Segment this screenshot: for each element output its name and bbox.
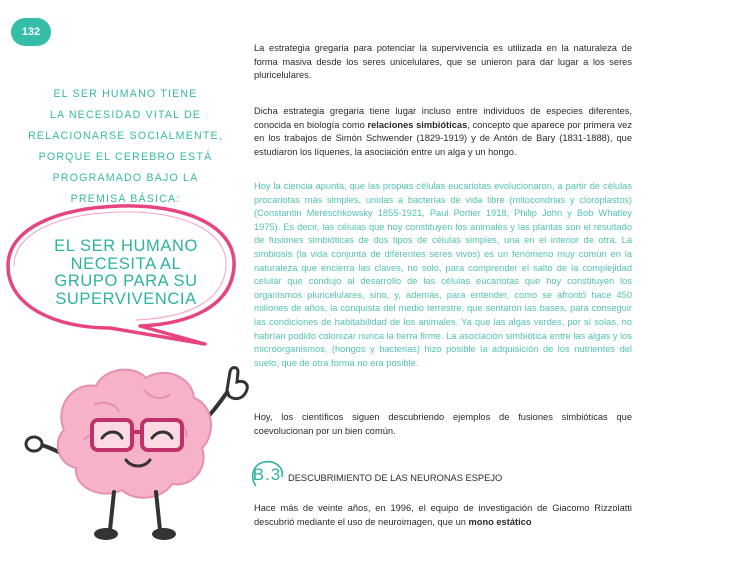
paragraph [254, 411, 632, 438]
paragraph-text: , concepto que aparece por primera vez en los trabajos de Simón Schwender (1829-1919) y de Antón de Bary (1831-1888), que estudiaron los líquenes, la asociación entre un alga y un hongo. [254, 119, 632, 157]
bubble-statement [46, 238, 206, 308]
section-circle-icon [250, 460, 284, 490]
intro-line: EL SER HUMANO TIENE [53, 88, 198, 100]
intro-line: RELACIONARSE SOCIALMENTE, [28, 130, 223, 142]
paragraph [254, 502, 632, 529]
section-title: DESCUBRIMIENTO DE LAS NEURONAS ESPEJO [288, 473, 503, 483]
page-number: 132 [21, 26, 41, 38]
bold-term: mono estático [468, 516, 532, 527]
paragraph-text: Hace más de veinte años, en 1996, el equipo de investigación de Giacomo Rizzolatti descubrió mediante el uso de neuroimagen, que un [254, 503, 632, 527]
intro-line: PORQUE EL CEREBRO ESTÁ [38, 151, 213, 163]
page-number-badge [11, 18, 51, 46]
section-heading [250, 460, 502, 490]
paragraph-text: Hoy, los científicos siguen descubriendo ejemplos de fusiones simbióticas que coevolucionan por un bien común. [254, 412, 632, 436]
paragraph-text: Hoy la ciencia apunta, que las propias células eucariotas evolucionaron, a partir de células procariotas más simples, unidas a bacterias de vida libre (mitocondrias y cloroplastos) (Constantin Mereschkowsky 1855-1921, Paul Portier 1918, Philip John y Bob Whatley 1975). Es decir, las células que hoy constituyen los animales y las plantas son el resultado de fusiones simbióticas de dos tipos de células simples, una en el interior de otra. La simbiosis (la vida conjunta de diferentes seres vivos) es un fenómeno muy común en la naturaleza que encierra las claves, no solo, para comprender el salto de la complejidad celular que condujo al desarrollo de las células eucariotas que hoy constituyen los organismos pluricelulares, sino, y, además, para entender, como se afrontó hace 450 millones de años, la conquista del medio terrestre, que sentaron las bases, para conseguir las condiciones de habitabilidad de los animales. Ya que las algas verdes, por sí solas, no habrían podido colonizar nunca la tierra firme. La asociación simbiótica entre las algas y los microorganismos, (hongos y bacterias) hizo posible la adquisición de los nutrientes del suelo, que de otra forma no era posible. [254, 181, 632, 368]
section-number-badge [250, 460, 284, 490]
bold-term: relaciones simbióticas [367, 119, 468, 130]
paragraph-text: La estrategia gregaria para potenciar la supervivencia es utilizada en la naturaleza de forma masiva desde los seres unicelulares, que se unieron para dar lugar a los seres pluricelulares. [254, 43, 632, 81]
intro-statement [28, 84, 223, 210]
intro-line: PREMISA BÁSICA: [70, 193, 181, 205]
highlighted-paragraph [254, 180, 632, 370]
intro-line: LA NECESIDAD VITAL DE [49, 109, 202, 121]
brain-character-icon [24, 360, 260, 563]
section-number: B.3 [252, 465, 282, 484]
paragraph [254, 42, 632, 83]
bubble-line: EL SER HUMANO [54, 237, 198, 255]
intro-line: PROGRAMADO BAJO LA [52, 172, 199, 184]
bubble-line: SUPERVIVENCIA [55, 289, 197, 308]
paragraph [254, 105, 632, 159]
bubble-line: GRUPO PARA SU [54, 272, 198, 290]
paragraph-text: Dicha estrategia gregaria tiene lugar incluso entre individuos de especies diferentes, conocida en biología como [254, 106, 632, 130]
bubble-line: NECESITA AL [70, 254, 182, 273]
